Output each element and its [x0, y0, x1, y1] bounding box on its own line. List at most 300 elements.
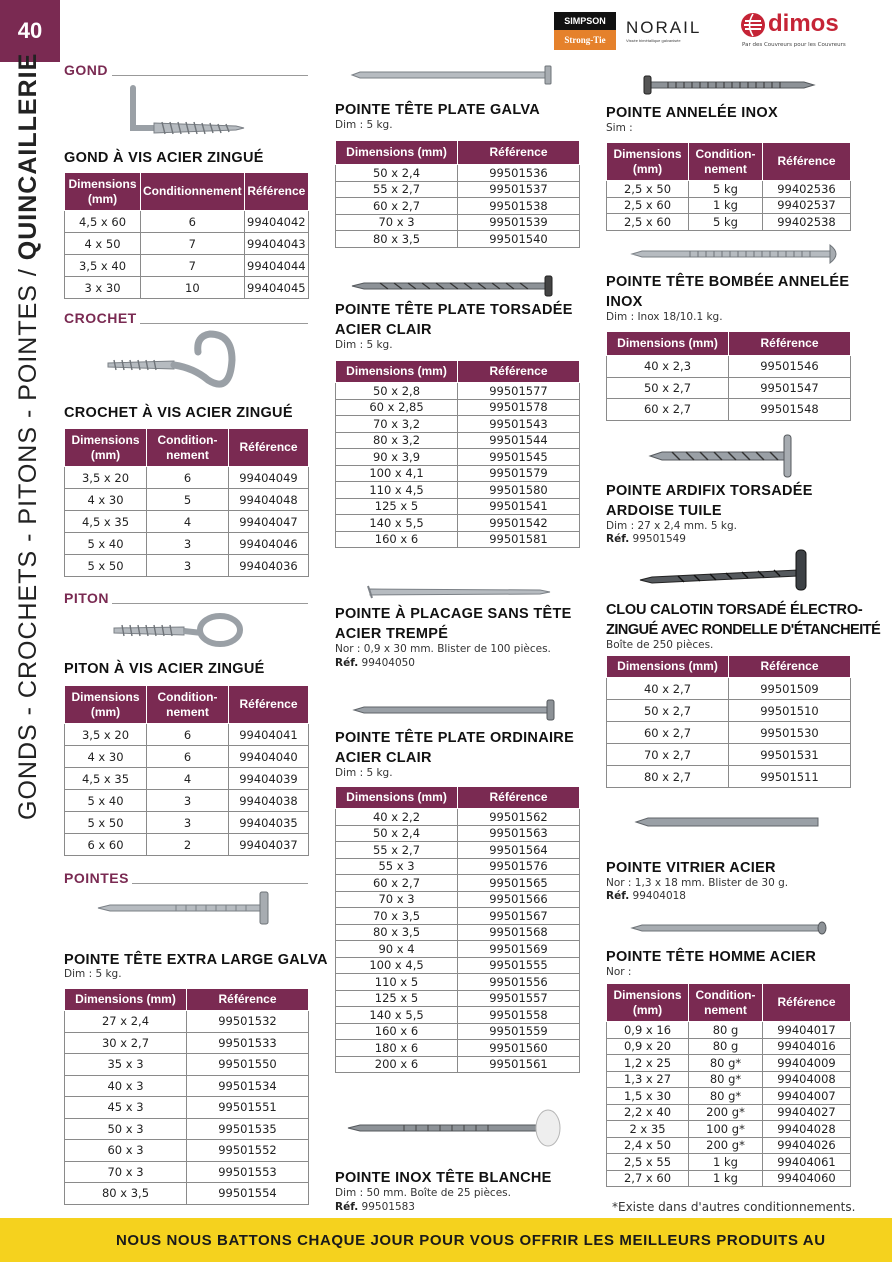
table-row: [607, 399, 851, 421]
table-cell: 100 g*: [689, 1121, 763, 1138]
table-cell: 99501550: [187, 1054, 309, 1076]
calotin-table: [606, 655, 851, 788]
table-cell: 3,5 x 40: [65, 255, 141, 277]
table-row: [336, 515, 580, 532]
table-row: [65, 724, 309, 746]
ordinaire-table-body: [336, 809, 580, 1073]
product-info: Dim : 50 mm. Boîte de 25 pièces.: [335, 1187, 511, 1199]
sidebar-title-regular: GONDS - CROCHETS - PITONS - POINTES /: [14, 260, 42, 820]
table-cell: 99501536: [458, 165, 580, 182]
nail-plate-galva-image-icon: [350, 64, 560, 86]
product-title: POINTE TÊTE PLATE TORSADÉE: [335, 302, 573, 318]
table-cell: 140 x 5,5: [336, 515, 458, 532]
table-row: [336, 231, 580, 248]
col-header-dimensions: Dimensions (mm): [336, 787, 458, 809]
table-row: [336, 842, 580, 859]
table-cell: 0,9 x 20: [607, 1038, 689, 1055]
table-cell: 99404016: [763, 1038, 851, 1055]
table-cell: 99404026: [763, 1137, 851, 1154]
table-cell: 99501577: [458, 383, 580, 400]
simpson-logo: [554, 12, 616, 52]
table-row: [336, 809, 580, 826]
gond-table-body: [65, 211, 309, 299]
table-row: [336, 432, 580, 449]
table-cell: 50 x 2,8: [336, 383, 458, 400]
table-cell: 99501542: [458, 515, 580, 532]
product-info: Nor : 0,9 x 30 mm. Blister de 100 pièces.: [335, 643, 551, 655]
table-row: [336, 1023, 580, 1040]
table-cell: 2,5 x 50: [607, 181, 689, 198]
table-cell: 99501540: [458, 231, 580, 248]
table-cell: 40 x 2,3: [607, 356, 729, 378]
table-cell: 70 x 3,5: [336, 908, 458, 925]
col-header-dimensions: Dimensions (mm): [607, 656, 729, 678]
table-row: [336, 908, 580, 925]
product-title-line2: INOX: [606, 294, 643, 310]
crochet-table: [64, 428, 309, 577]
table-cell: 80 x 3,5: [65, 1183, 187, 1205]
table-cell: 99501546: [729, 356, 851, 378]
table-row: [65, 533, 309, 555]
table-cell: 99404036: [229, 555, 309, 577]
product-title-line2: ACIER CLAIR: [335, 322, 432, 338]
table-row: [65, 277, 309, 299]
table-row: [65, 1032, 309, 1054]
table-cell: 99501581: [458, 531, 580, 548]
table-cell: 99404017: [763, 1022, 851, 1039]
bombee-table-body: [607, 356, 851, 421]
product-info: Nor :: [606, 966, 632, 978]
product-title: CLOU CALOTIN TORSADÉ ÉLECTRO-: [606, 602, 863, 618]
table-cell: 99501567: [458, 908, 580, 925]
nail-annelee-image-icon: [638, 74, 824, 96]
table-cell: 6: [147, 746, 229, 768]
table-cell: 90 x 3,9: [336, 449, 458, 466]
section-heading-gond: [64, 62, 308, 78]
table-row: [607, 678, 851, 700]
table-cell: 55 x 3: [336, 858, 458, 875]
table-cell: 99501563: [458, 825, 580, 842]
table-cell: 40 x 2,7: [607, 678, 729, 700]
nail-homme-image-icon: [630, 918, 830, 938]
norail-logo-sub: Vissée bimétallique galvanisée: [626, 38, 681, 43]
table-cell: 99404008: [763, 1071, 851, 1088]
table-cell: 99404060: [763, 1170, 851, 1187]
table-row: [607, 1121, 851, 1138]
table-cell: 4: [147, 511, 229, 533]
table-cell: 4,5 x 60: [65, 211, 141, 233]
product-title-line2: ARDOISE TUILE: [606, 503, 722, 519]
table-cell: 200 g*: [689, 1137, 763, 1154]
col-header-dimensions: Dimensions (mm): [65, 429, 147, 467]
col-header-dimensions: Dimensions (mm): [607, 984, 689, 1022]
table-row: [336, 449, 580, 466]
col-header-conditionnement: Condition- nement: [147, 429, 229, 467]
table-row: [65, 511, 309, 533]
table-row: [336, 1007, 580, 1024]
table-cell: 200 x 6: [336, 1056, 458, 1073]
table-cell: 1 kg: [689, 1170, 763, 1187]
table-cell: 99402536: [763, 181, 851, 198]
table-cell: 99501534: [187, 1075, 309, 1097]
product-title: POINTE TÊTE HOMME ACIER: [606, 949, 817, 965]
table-cell: 50 x 2,4: [336, 165, 458, 182]
table-row: [65, 1097, 309, 1119]
table-cell: 99501560: [458, 1040, 580, 1057]
table-row: [607, 1154, 851, 1171]
table-row: [607, 1022, 851, 1039]
table-cell: 6: [141, 211, 245, 233]
product-title: POINTE ARDIFIX TORSADÉE: [606, 483, 813, 499]
table-cell: 99501559: [458, 1023, 580, 1040]
table-cell: 90 x 4: [336, 941, 458, 958]
product-ref: [606, 890, 686, 903]
section-heading-piton: [64, 590, 308, 606]
table-cell: 99501509: [729, 678, 851, 700]
table-row: [607, 1071, 851, 1088]
col-header-reference: Référence: [458, 361, 580, 383]
table-cell: 60 x 2,7: [607, 399, 729, 421]
table-row: [65, 211, 309, 233]
annelee-table: [606, 142, 851, 231]
piton-image-icon: [112, 610, 244, 654]
table-cell: 99501554: [187, 1183, 309, 1205]
table-row: [65, 812, 309, 834]
section-heading-pointes-label: POINTES: [64, 870, 129, 886]
product-ref-value: 99501583: [361, 1201, 415, 1213]
piton-table: [64, 685, 309, 856]
table-row: [336, 957, 580, 974]
simpson-logo-bottom: Strong-Tie: [554, 30, 616, 50]
table-row: [607, 1038, 851, 1055]
table-row: [607, 197, 851, 214]
section-divider: [112, 75, 308, 76]
dimos-logo-name: dimos: [768, 10, 839, 37]
table-cell: 100 x 4,1: [336, 465, 458, 482]
table-row: [607, 1088, 851, 1105]
torsadee-table-body: [336, 383, 580, 548]
product-ref-value: 99404018: [632, 890, 686, 902]
table-cell: 110 x 4,5: [336, 482, 458, 499]
product-ref-value: 99501549: [632, 533, 686, 545]
table-row: [65, 790, 309, 812]
table-cell: 27 x 2,4: [65, 1011, 187, 1033]
table-row: [65, 255, 309, 277]
section-heading-gond-label: GOND: [64, 62, 108, 78]
table-cell: 99404028: [763, 1121, 851, 1138]
col-header-dimensions: Dimensions (mm): [607, 332, 729, 356]
table-row: [607, 1104, 851, 1121]
table-cell: 99404009: [763, 1055, 851, 1072]
product-title-line2: ZINGUÉ AVEC RONDELLE D'ÉTANCHEITÉ: [606, 622, 881, 638]
table-cell: 99501565: [458, 875, 580, 892]
product-title: CROCHET À VIS ACIER ZINGUÉ: [64, 405, 293, 421]
product-info: Dim : 5 kg.: [335, 767, 393, 779]
table-cell: 160 x 6: [336, 531, 458, 548]
table-row: [607, 722, 851, 744]
col-header-dimensions: Dimensions (mm): [336, 141, 458, 165]
table-cell: 55 x 2,7: [336, 181, 458, 198]
nail-vitrier-image-icon: [634, 812, 822, 832]
section-heading-crochet-label: CROCHET: [64, 310, 137, 326]
table-cell: 99404043: [244, 233, 308, 255]
table-cell: 60 x 2,7: [607, 722, 729, 744]
product-title: POINTE VITRIER ACIER: [606, 860, 776, 876]
table-cell: 99501538: [458, 198, 580, 215]
table-cell: 99501578: [458, 399, 580, 416]
nail-twisted-image-icon: [350, 274, 560, 298]
product-ref: [335, 657, 415, 670]
nail-ordinaire-image-icon: [352, 698, 558, 722]
table-row: [336, 1040, 580, 1057]
table-row: [336, 383, 580, 400]
table-cell: 200 g*: [689, 1104, 763, 1121]
table-cell: 50 x 2,4: [336, 825, 458, 842]
table-cell: 125 x 5: [336, 990, 458, 1007]
nail-ardifix-image-icon: [648, 432, 796, 480]
table-cell: 1,3 x 27: [607, 1071, 689, 1088]
table-row: [65, 1183, 309, 1205]
col-header-dimensions: Dimensions (mm): [65, 989, 187, 1011]
table-cell: 5 kg: [689, 214, 763, 231]
table-row: [607, 1055, 851, 1072]
table-cell: 99404061: [763, 1154, 851, 1171]
table-cell: 99404047: [229, 511, 309, 533]
table-cell: 5: [147, 489, 229, 511]
table-cell: 70 x 3: [65, 1161, 187, 1183]
table-cell: 3: [147, 555, 229, 577]
table-row: [607, 356, 851, 378]
norail-logo-name: NORAIL: [626, 18, 702, 37]
table-row: [65, 834, 309, 856]
table-cell: 99404046: [229, 533, 309, 555]
table-cell: 1 kg: [689, 197, 763, 214]
col-header-conditionnement: Condition- nement: [147, 686, 229, 724]
table-cell: 60 x 3: [65, 1140, 187, 1162]
table-cell: 99404049: [229, 467, 309, 489]
col-header-reference: Référence: [458, 787, 580, 809]
table-row: [65, 233, 309, 255]
col-header-reference: Référence: [458, 141, 580, 165]
table-cell: 2,5 x 60: [607, 214, 689, 231]
col-header-reference: Référence: [229, 686, 309, 724]
table-row: [336, 465, 580, 482]
product-info: Boîte de 250 pièces.: [606, 639, 714, 651]
table-cell: 6: [147, 467, 229, 489]
table-cell: 7: [141, 233, 245, 255]
sidebar-title: [14, 52, 43, 820]
table-row: [336, 498, 580, 515]
section-heading-piton-label: PITON: [64, 590, 110, 606]
table-row: [65, 1161, 309, 1183]
table-cell: 99501530: [729, 722, 851, 744]
table-cell: 70 x 3: [336, 891, 458, 908]
table-row: [336, 941, 580, 958]
table-cell: 99501547: [729, 377, 851, 399]
homme-table-body: [607, 1022, 851, 1187]
product-title: POINTE À PLACAGE SANS TÊTE: [335, 606, 572, 622]
table-row: [336, 531, 580, 548]
dimos-logo-tagline: Par des Couvreurs pour les Couvreurs: [742, 42, 846, 48]
gond-image-icon: [124, 84, 248, 142]
table-cell: 99501553: [187, 1161, 309, 1183]
table-cell: 99501535: [187, 1118, 309, 1140]
col-header-reference: Référence: [229, 429, 309, 467]
nail-bombee-image-icon: [630, 242, 846, 266]
col-header-reference: Référence: [763, 143, 851, 181]
brand-logos: [554, 12, 854, 56]
product-title: POINTE TÊTE EXTRA LARGE GALVA: [64, 952, 328, 968]
table-cell: 110 x 5: [336, 974, 458, 991]
table-cell: 99404037: [229, 834, 309, 856]
table-row: [336, 165, 580, 182]
table-row: [336, 924, 580, 941]
table-cell: 45 x 3: [65, 1097, 187, 1119]
table-row: [607, 181, 851, 198]
table-cell: 99501569: [458, 941, 580, 958]
table-cell: 6 x 60: [65, 834, 147, 856]
table-cell: 10: [141, 277, 245, 299]
table-cell: 99501562: [458, 809, 580, 826]
table-cell: 50 x 2,7: [607, 377, 729, 399]
table-cell: 80 x 2,7: [607, 766, 729, 788]
table-cell: 2,5 x 60: [607, 197, 689, 214]
table-cell: 99501557: [458, 990, 580, 1007]
crochet-table-body: [65, 467, 309, 577]
table-cell: 180 x 6: [336, 1040, 458, 1057]
product-ref-label: Réf.: [606, 533, 630, 545]
table-cell: 4 x 30: [65, 489, 147, 511]
table-row: [607, 766, 851, 788]
table-cell: 3,5 x 20: [65, 467, 147, 489]
table-cell: 30 x 2,7: [65, 1032, 187, 1054]
col-header-conditionnement: Condition- nement: [689, 984, 763, 1022]
table-cell: 4,5 x 35: [65, 768, 147, 790]
table-cell: 99404038: [229, 790, 309, 812]
table-cell: 99402538: [763, 214, 851, 231]
table-cell: 60 x 2,85: [336, 399, 458, 416]
table-cell: 5 x 50: [65, 812, 147, 834]
table-cell: 99501580: [458, 482, 580, 499]
table-cell: 99404040: [229, 746, 309, 768]
table-cell: 99501556: [458, 974, 580, 991]
table-cell: 3,5 x 20: [65, 724, 147, 746]
table-cell: 50 x 2,7: [607, 700, 729, 722]
col-header-dimensions: Dimensions (mm): [607, 143, 689, 181]
table-row: [336, 875, 580, 892]
product-ref-label: Réf.: [335, 1201, 359, 1213]
table-cell: 80 g*: [689, 1071, 763, 1088]
table-cell: 2,5 x 55: [607, 1154, 689, 1171]
table-cell: 99501541: [458, 498, 580, 515]
table-cell: 80 g*: [689, 1055, 763, 1072]
table-cell: 99404007: [763, 1088, 851, 1105]
table-cell: 40 x 3: [65, 1075, 187, 1097]
col-header-dimensions: Dimensions (mm): [336, 361, 458, 383]
table-cell: 100 x 4,5: [336, 957, 458, 974]
nail-extra-large-image-icon: [96, 890, 272, 926]
table-cell: 99501539: [458, 214, 580, 231]
table-cell: 5 x 40: [65, 790, 147, 812]
table-cell: 99501537: [458, 181, 580, 198]
product-title-line2: ACIER CLAIR: [335, 750, 432, 766]
table-cell: 60 x 2,7: [336, 198, 458, 215]
section-heading-crochet: [64, 310, 308, 326]
product-title-line2: ACIER TREMPÉ: [335, 626, 449, 642]
table-cell: 4 x 30: [65, 746, 147, 768]
footnote: *Existe dans d'autres conditionnements.: [612, 1200, 856, 1214]
col-header-reference: Référence: [729, 656, 851, 678]
product-info: Dim : 5 kg.: [64, 968, 122, 980]
calotin-table-body: [607, 678, 851, 788]
table-cell: 1,5 x 30: [607, 1088, 689, 1105]
page-number: 40: [0, 0, 60, 62]
col-header-reference: Référence: [729, 332, 851, 356]
product-ref: [335, 1201, 415, 1214]
table-cell: 1,2 x 25: [607, 1055, 689, 1072]
product-title: POINTE INOX TÊTE BLANCHE: [335, 1170, 552, 1186]
table-row: [607, 1137, 851, 1154]
table-cell: 0,9 x 16: [607, 1022, 689, 1039]
product-info: Sim :: [606, 122, 633, 134]
table-cell: 99501564: [458, 842, 580, 859]
table-row: [65, 467, 309, 489]
product-title: POINTE TÊTE PLATE GALVA: [335, 102, 541, 118]
table-row: [65, 1054, 309, 1076]
table-row: [65, 555, 309, 577]
table-row: [336, 416, 580, 433]
table-cell: 140 x 5,5: [336, 1007, 458, 1024]
product-ref-label: Réf.: [335, 657, 359, 669]
torsadee-table: [335, 360, 580, 548]
table-cell: 4,5 x 35: [65, 511, 147, 533]
table-cell: 99501558: [458, 1007, 580, 1024]
table-cell: 99501568: [458, 924, 580, 941]
table-cell: 99501510: [729, 700, 851, 722]
table-cell: 3 x 30: [65, 277, 141, 299]
table-row: [607, 700, 851, 722]
table-cell: 40 x 2,2: [336, 809, 458, 826]
table-cell: 99501531: [729, 744, 851, 766]
table-cell: 99404041: [229, 724, 309, 746]
table-row: [336, 482, 580, 499]
table-cell: 35 x 3: [65, 1054, 187, 1076]
table-row: [65, 1118, 309, 1140]
table-cell: 99501548: [729, 399, 851, 421]
table-row: [336, 974, 580, 991]
table-row: [65, 1011, 309, 1033]
table-cell: 3: [147, 812, 229, 834]
table-row: [607, 1170, 851, 1187]
table-cell: 99404035: [229, 812, 309, 834]
product-title: PITON À VIS ACIER ZINGUÉ: [64, 661, 265, 677]
table-cell: 7: [141, 255, 245, 277]
table-cell: 99404045: [244, 277, 308, 299]
gond-table: [64, 172, 309, 299]
table-row: [336, 825, 580, 842]
table-cell: 5 x 40: [65, 533, 147, 555]
table-cell: 99501576: [458, 858, 580, 875]
col-header-conditionnement: Conditionnement: [141, 173, 245, 211]
table-cell: 70 x 2,7: [607, 744, 729, 766]
dimos-emblem-icon: [740, 12, 766, 38]
table-cell: 99501551: [187, 1097, 309, 1119]
col-header-reference: Référence: [187, 989, 309, 1011]
col-header-dimensions: Dimensions (mm): [65, 173, 141, 211]
table-cell: 2,4 x 50: [607, 1137, 689, 1154]
simpson-logo-top: SIMPSON: [554, 12, 616, 30]
bombee-table: [606, 331, 851, 421]
